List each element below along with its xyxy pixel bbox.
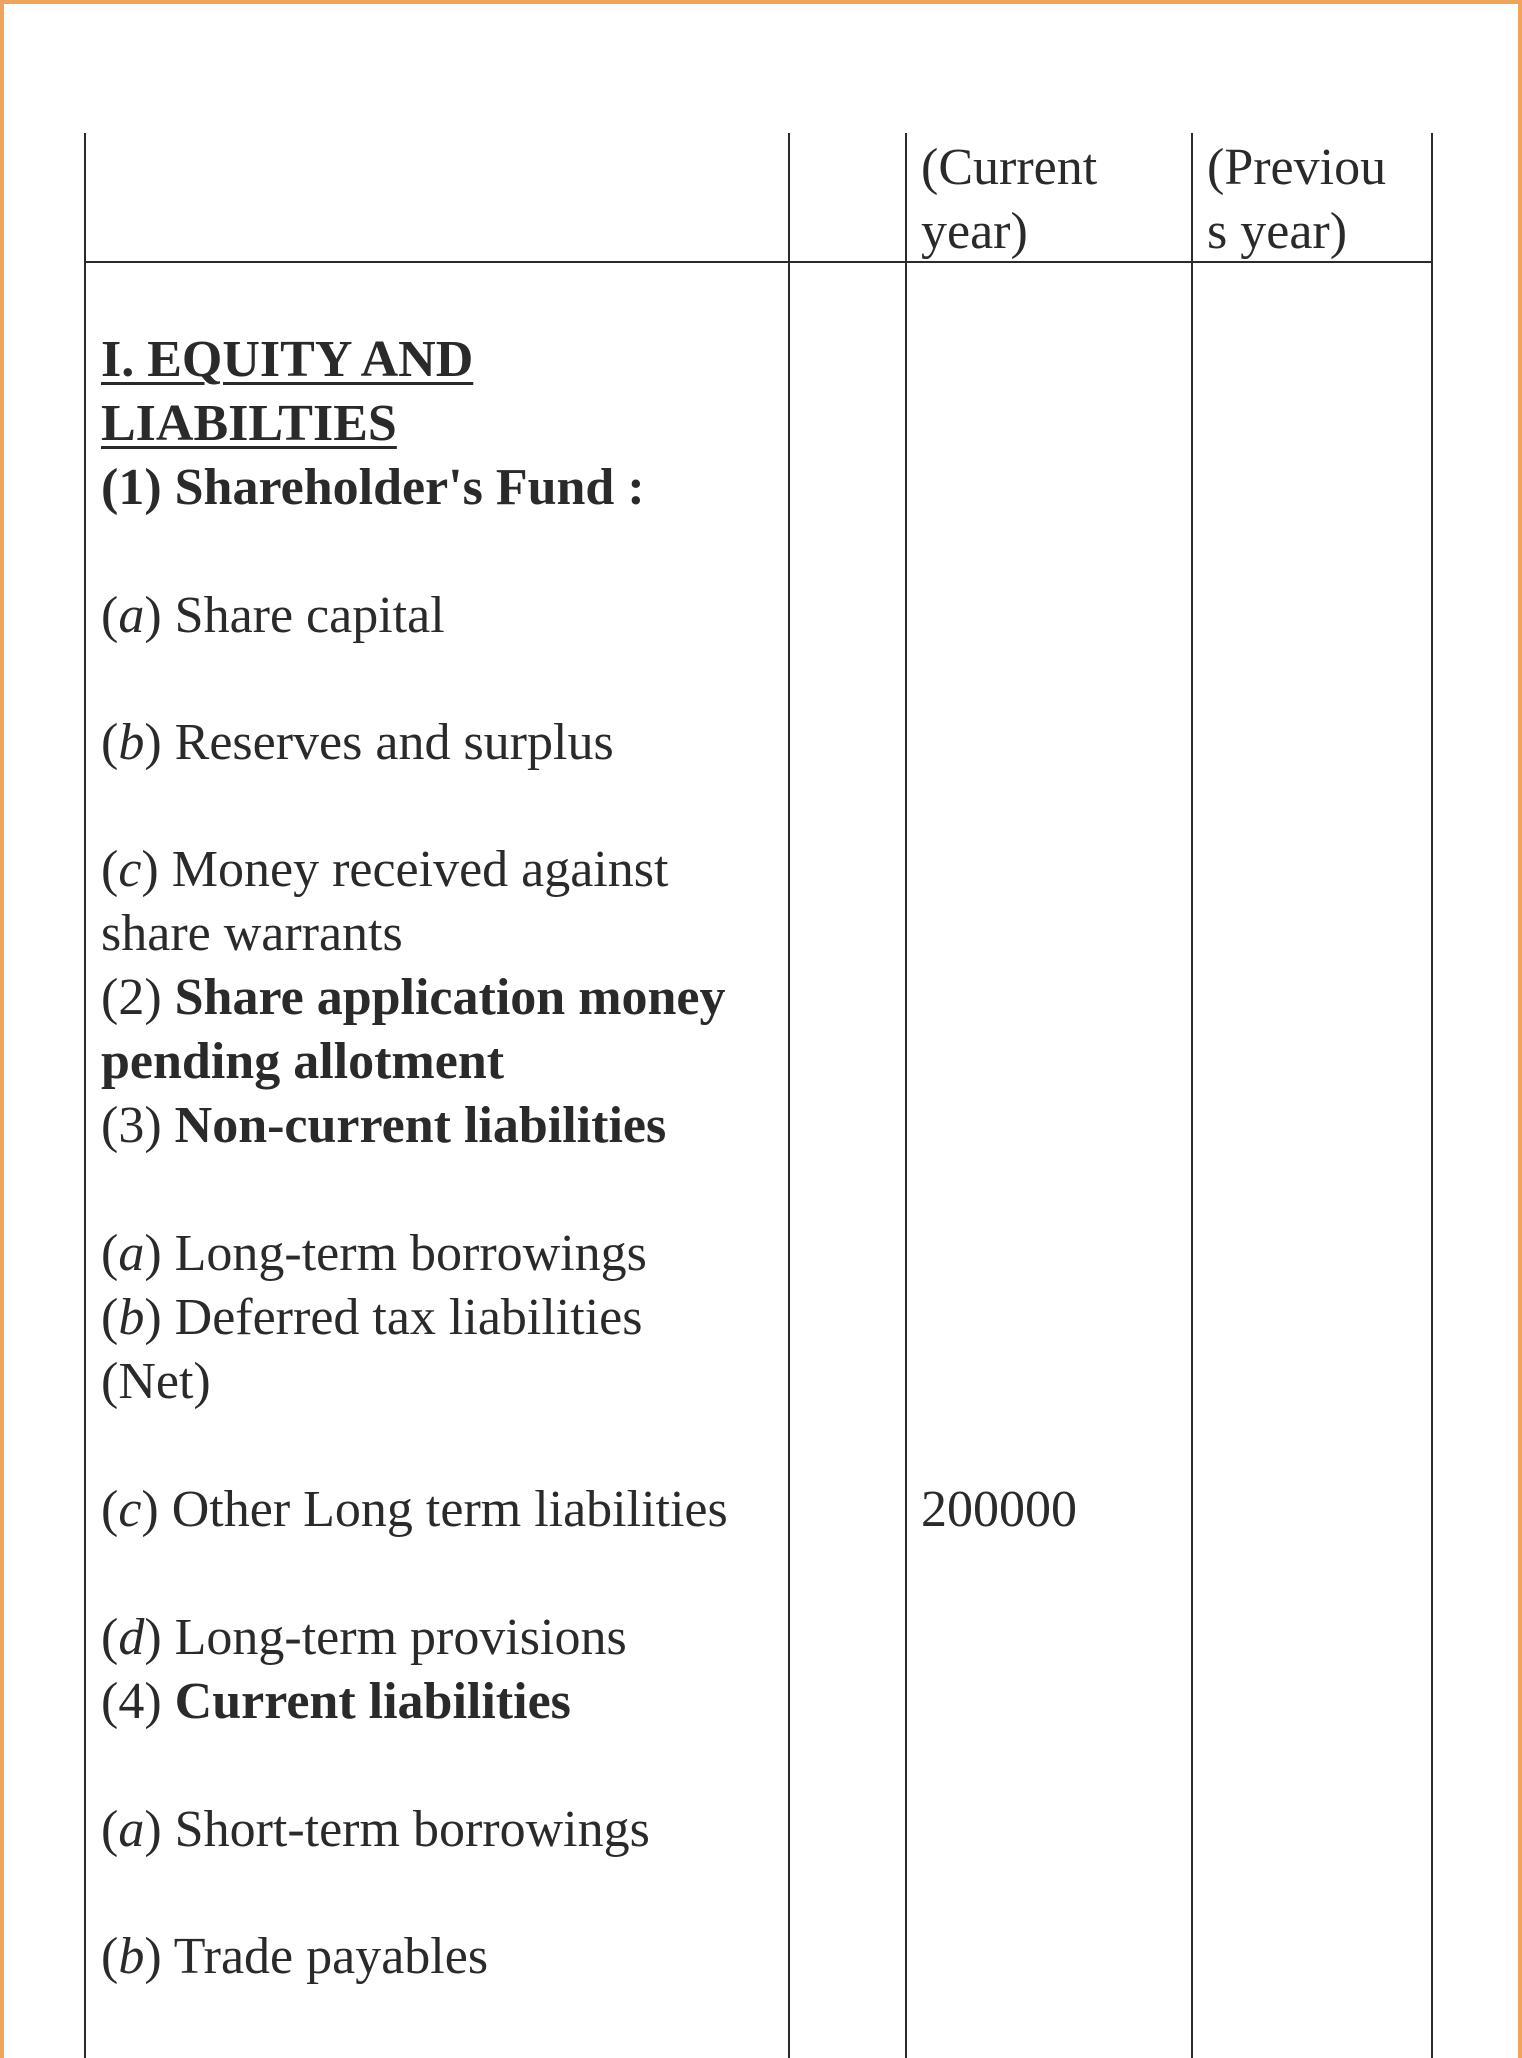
row-reserves-surplus: (b) Reserves and surplus <box>101 714 614 771</box>
row-share-application-line-2: pending allotment <box>101 1033 505 1090</box>
row-short-term-borrowings: (a) Short-term borrowings <box>101 1801 650 1858</box>
row-deferred-tax-line-2: (Net) <box>101 1353 211 1410</box>
row-money-received-line-1: (c) Money received against <box>101 841 669 898</box>
row-shareholders-fund: (1) Shareholder's Fund : <box>101 459 645 516</box>
row-non-current-liabilities: (3) Non-current liabilities <box>101 1097 667 1154</box>
row-long-term-provisions: (d) Long-term provisions <box>101 1609 627 1666</box>
row-deferred-tax-line-1: (b) Deferred tax liabilities <box>101 1289 643 1346</box>
table-right-border <box>1431 133 1433 2058</box>
row-long-term-borrowings: (a) Long-term borrowings <box>101 1225 647 1282</box>
previous-year-header: (Previou s year) <box>1207 139 1387 260</box>
previous-year-column-divider <box>1191 133 1193 2058</box>
section-title-line-1: I. EQUITY AND <box>101 331 474 388</box>
row-money-received-line-2: share warrants <box>101 905 403 962</box>
section-title-line-2: LIABILTIES <box>101 395 397 452</box>
row-trade-payables: (b) Trade payables <box>101 1928 489 1985</box>
row-share-application-line-1: (2) Share application money <box>101 969 726 1026</box>
row-share-capital: (a) Share capital <box>101 587 445 644</box>
other-long-term-liabilities-current-year: 200000 <box>921 1481 1077 1538</box>
row-current-liabilities: (4) Current liabilities <box>101 1673 571 1730</box>
current-year-header: (Current year) <box>921 139 1098 260</box>
note-column-divider <box>788 133 790 2058</box>
current-year-column-divider <box>905 133 907 2058</box>
table-left-border <box>84 133 86 2058</box>
row-other-long-term-liabilities: (c) Other Long term liabilities <box>101 1481 728 1538</box>
